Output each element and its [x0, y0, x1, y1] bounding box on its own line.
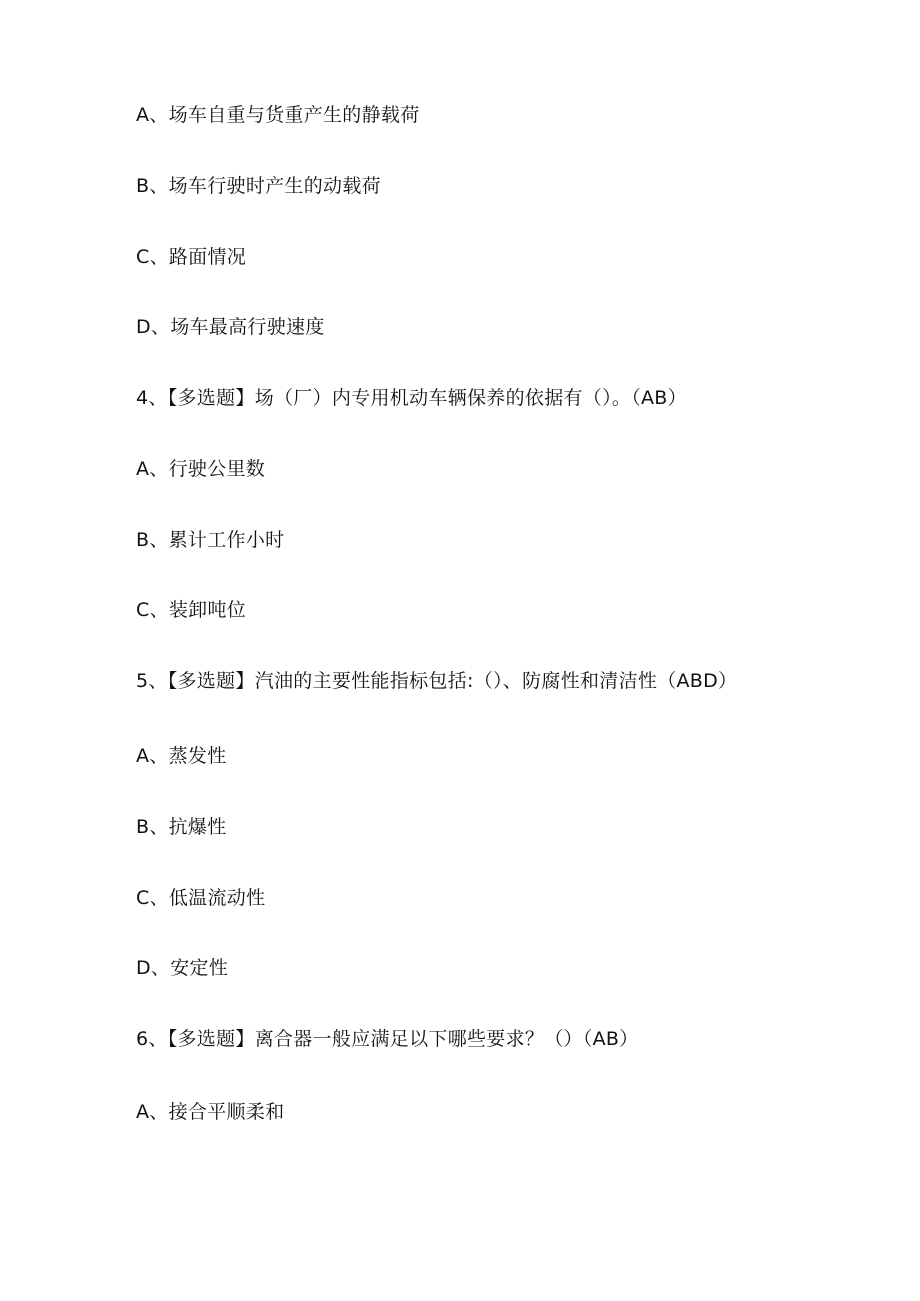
option-c-q4: C、装卸吨位	[136, 599, 247, 621]
option-c-q5: C、低温流动性	[136, 887, 266, 909]
question-5: 5、【多选题】汽油的主要性能指标包括:（）、防腐性和清洁性（ABD）	[136, 670, 738, 692]
option-d-q3: D、场车最高行驶速度	[136, 316, 325, 338]
option-a-q3: A、场车自重与货重产生的静载荷	[136, 104, 420, 126]
option-a-q5: A、蒸发性	[136, 745, 227, 767]
option-a-q4: A、行驶公里数	[136, 458, 266, 480]
question-6: 6、【多选题】离合器一般应满足以下哪些要求？（）（AB）	[136, 1028, 639, 1050]
option-b-q3: B、场车行驶时产生的动载荷	[136, 175, 381, 197]
option-a-q6: A、接合平顺柔和	[136, 1101, 285, 1123]
option-b-q4: B、累计工作小时	[136, 529, 285, 551]
option-b-q5: B、抗爆性	[136, 816, 227, 838]
question-4: 4、【多选题】场（厂）内专用机动车辆保养的依据有（）。（AB）	[136, 387, 687, 409]
option-d-q5: D、安定性	[136, 957, 229, 979]
option-c-q3: C、路面情况	[136, 246, 247, 268]
